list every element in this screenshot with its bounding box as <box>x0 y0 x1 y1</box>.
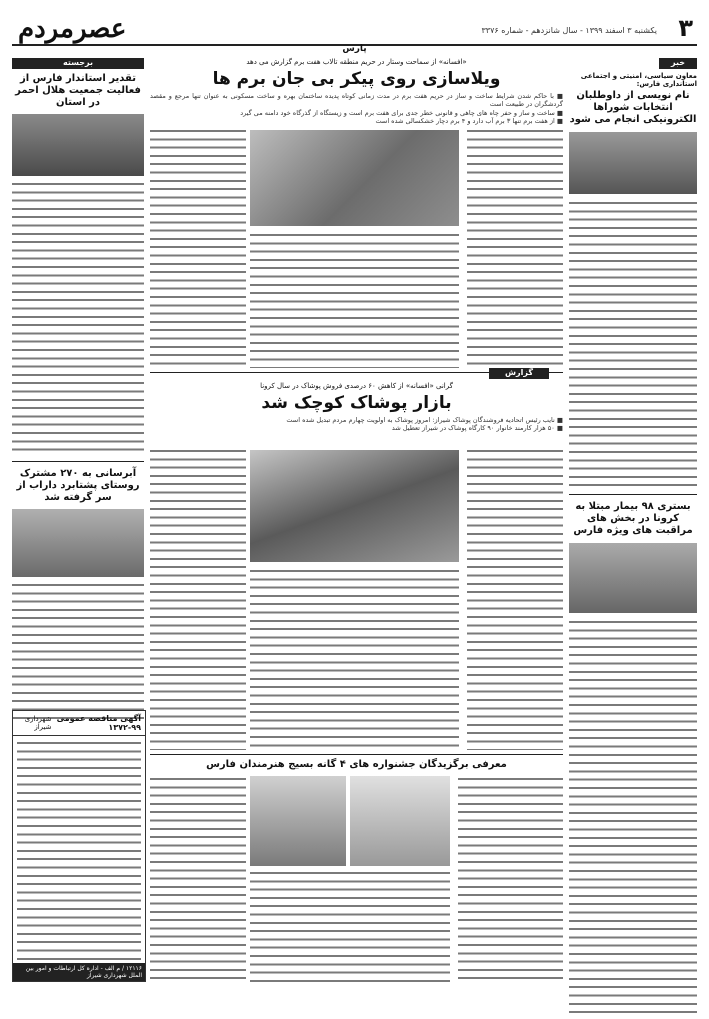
section-bar <box>0 44 709 56</box>
main-story <box>150 58 563 125</box>
main-title: ویلاسازی روی پیکر بی جان برم ها <box>212 69 501 89</box>
left-column <box>12 58 144 698</box>
ad-title: آگهی مناقصه عمومی ۹۹-۱۳۷۲ <box>56 714 141 732</box>
main-lead-1: ■ با حاکم شدن شرایط ساخت و ساز در حریم هفت برم در مدت زمانی کوتاه پدیده ساختمان بهره و ساخت مسکونی به عنوان تنها مرجع و مقصد گردشگران در طبیعت است <box>150 92 563 109</box>
lake-aerial-photo <box>250 130 459 226</box>
section-name: پارس <box>342 44 367 54</box>
right-top-title: نام نویسی از داوطلبان انتخابات شوراها الکترونیکی انجام می شود <box>569 90 697 125</box>
right-mid-title: بستری ۹۸ بیمار مبتلا به کرونا در بخش های مراقبت های ویژه فارس <box>573 501 693 536</box>
bottom-title: معرفی برگزیدگان جشنواره های ۴ گانه بسیج هنرمندان فارس <box>206 759 507 770</box>
hospital-photo <box>569 543 697 613</box>
bottom-body-col-1 <box>458 776 563 982</box>
newspaper-logo: عصرمردم <box>18 14 127 44</box>
mid-body-col-2-3 <box>250 568 459 750</box>
left-label: برجسته <box>12 58 144 69</box>
left-top-body <box>12 181 144 457</box>
main-kicker: «افسانه» از سماحت وستار در حریم منطقه تالاب هفت برم گزارش می دهد <box>246 58 467 66</box>
ad-footer: ۱۲۱۱۶ / م الف - اداره کل ارتباطات و امور بین الملل شهرداری شیراز <box>13 963 145 981</box>
mid-body-col-4 <box>150 448 246 750</box>
festival-logo-photo <box>350 776 450 866</box>
tender-ad <box>12 710 146 982</box>
masthead <box>12 14 697 46</box>
mid-title: بازار پوشاک کوچک شد <box>261 393 452 413</box>
festival-poster-photo <box>250 776 346 866</box>
left-mid-title: آبرسانی به ۲۷۰ مشترک روستای پشتابرد داراب از سر گرفته شد <box>16 468 140 503</box>
mid-story <box>150 382 563 433</box>
main-lead-3: ■ از هفت برم تنها ۳ برم آب دارد و ۴ برم دچار خشکسالی شده است <box>375 116 563 125</box>
ad-logo: شهرداری شیراز <box>24 715 52 731</box>
mid-body-col-1 <box>467 448 563 750</box>
water-pipe-photo <box>12 509 144 577</box>
main-body-col-2-3 <box>250 232 459 368</box>
left-top-title: تقدیر استاندار فارس از فعالیت جمعیت هلال احمر در استان <box>15 73 141 108</box>
report-label: گزارش <box>489 368 549 379</box>
main-body-col-4 <box>150 128 246 368</box>
main-body-col-1 <box>467 128 563 368</box>
mid-lead-1: ■ نایب رئیس اتحادیه فروشندگان پوشاک شیراز: امروز پوشاک به اولویت چهارم مردم تبدیل شده است <box>286 416 563 424</box>
right-column <box>569 58 697 988</box>
main-lead-2: ■ ساخت و ساز و حفر چاه های چاهی و قانونی خطر جدی برای هفت برم است و زیستگاه از گذرگاه خود دامنه می گیرد <box>240 108 563 117</box>
left-mid-body <box>12 582 144 722</box>
bottom-body-col-4 <box>150 776 246 982</box>
right-top-body <box>569 200 697 490</box>
right-mid-body <box>569 619 697 1019</box>
ad-body <box>17 740 141 960</box>
bottom-body-col-2-3 <box>250 870 450 982</box>
meeting-photo <box>12 114 144 176</box>
page-number: ۳ <box>678 14 693 42</box>
official-photo <box>569 132 697 194</box>
clothing-shop-photo <box>250 450 459 562</box>
right-top-kicker: معاون سیاسی، امنیتی و اجتماعی استانداری فارس: <box>580 72 697 88</box>
news-label: خبر <box>659 58 697 69</box>
mid-lead-2: ■ ۵۰ هزار کارمند خانوار ۹۰ کارگاه پوشاک در شیراز تعطیل شد <box>391 424 563 433</box>
mid-kicker: گرانی «افسانه» از کاهش ۶۰ درصدی فروش پوشاک در سال کرونا <box>260 382 453 390</box>
dateline: یکشنبه ۳ اسفند ۱۳۹۹ - سال شانزدهم - شماره ۳۳۷۶ <box>481 26 657 35</box>
